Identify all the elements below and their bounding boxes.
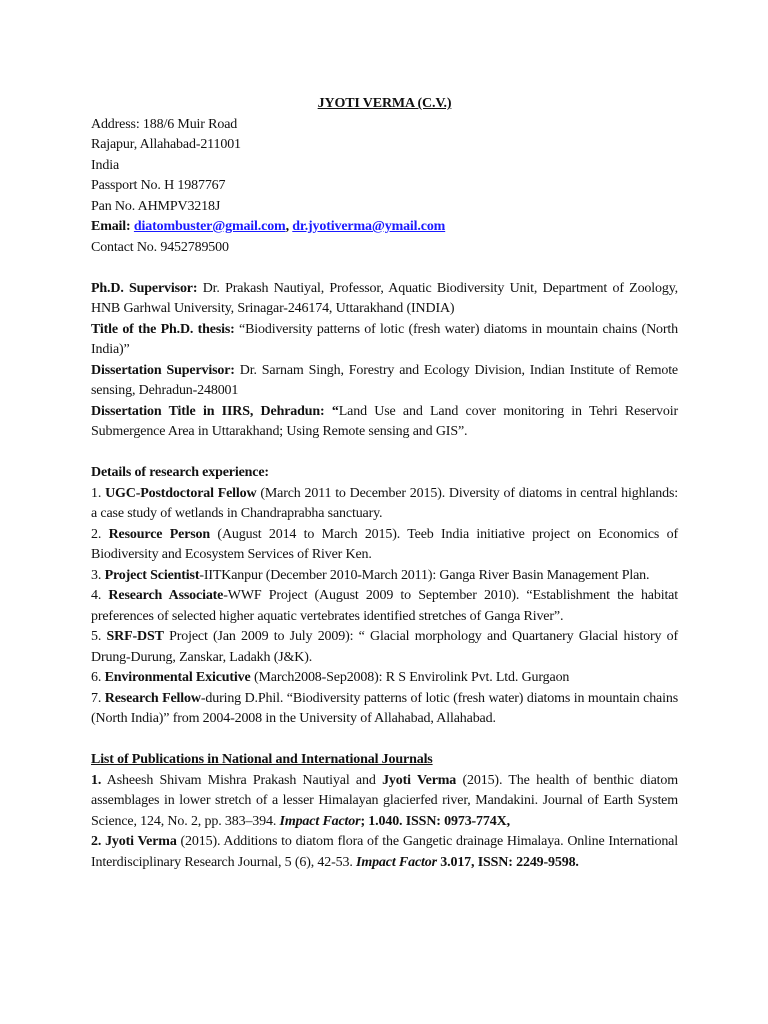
publication-author-highlight: Jyoti Verma — [101, 834, 177, 849]
item-number: 4. — [91, 588, 109, 603]
item-text: (August 2014 to March 2015). Teeb India initiative project on Economics of Biodiversity and Ecosystem Services of River Ken. — [91, 526, 678, 562]
address-line-3: India — [91, 157, 120, 173]
item-label: Environmental Exicutive — [104, 670, 251, 685]
item-number: 1. — [91, 485, 106, 501]
item-label: Project Scientist — [104, 567, 200, 583]
research-heading: Details of research experience: — [91, 465, 269, 480]
phd-thesis-label: Title of the Ph.D. thesis: — [91, 321, 235, 337]
impact-factor-value: ; 1.040. ISSN: 0973-774X, — [360, 813, 510, 829]
pan-number: Pan No. AHMPV3218J — [91, 198, 221, 214]
item-number: 6. — [91, 670, 105, 685]
publication-authors: Asheesh Shivam Mishra Prakash Nautiyal and — [101, 772, 383, 788]
impact-factor-value: 3.017, ISSN: 2249-9598. — [436, 854, 579, 870]
item-number: 3. — [91, 567, 105, 583]
list-item — [91, 668, 678, 689]
item-label: Research Fellow — [104, 690, 201, 706]
phd-supervisor-label: Ph.D. Supervisor: — [91, 280, 198, 296]
publications-heading: List of Publications in National and International Journals — [91, 752, 433, 767]
impact-factor-label: Impact Factor — [279, 813, 361, 829]
dissertation-supervisor — [91, 361, 678, 402]
list-item — [91, 586, 678, 627]
email-separator: , — [285, 219, 289, 234]
publication-number: 1. — [91, 772, 102, 788]
dissertation-supervisor-text: Dr. Sarnam Singh, Forestry and Ecology Division, Indian Institute of Remote sensing, Dehradun-248001 — [91, 362, 679, 398]
item-number: 7. — [91, 690, 105, 706]
document-title: JYOTI VERMA (C.V.) — [317, 96, 452, 111]
contact-number: Contact No. 9452789500 — [91, 239, 229, 255]
phd-supervisor — [91, 279, 678, 320]
address-line-1: Address: 188/6 Muir Road — [91, 116, 238, 132]
item-text: (March2008-Sep2008): R S Envirolink Pvt. Ltd. Gurgaon — [250, 670, 570, 685]
publication-item-1 — [91, 771, 678, 833]
item-label: Resource Person — [108, 526, 211, 542]
passport-number: Passport No. H 1987767 — [91, 178, 226, 193]
item-number: 5. — [91, 629, 107, 644]
item-text: -WWF Project (August 2009 to September 2010). “Establishment the habitat preferences of selected higher aquatic vertebrates identified stretches of Ganga River”. — [91, 588, 678, 624]
item-text: -during D.Phil. “Biodiversity patterns of lotic (fresh water) diatoms in mountain chains (North India)” from 2004-2008 in the University of Allahabad, Allahabad. — [91, 690, 678, 726]
cv-content — [91, 94, 678, 873]
publication-text: (2015). Additions to diatom flora of the Gangetic drainage Himalaya. Online International Interdisciplinary Research Journal, 5 (6), 42-53. — [91, 834, 678, 870]
dissertation-title-label: Dissertation Title in IIRS, Dehradun: “ — [91, 403, 339, 419]
dissertation-title-text: Land Use and Land cover monitoring in Tehri Reservoir Submergence Area in Uttarakhand; Using Remote sensing and GIS”. — [91, 403, 678, 439]
publication-author-highlight: Jyoti Verma — [382, 772, 457, 788]
impact-factor-label: Impact Factor — [356, 854, 437, 870]
publication-text: (2015). The health of benthic diatom assemblages in lower stretch of a lesser Himalayan glacierfed river, Mandakini. Journal of Earth System Science, 124, No. 2, pp. 383–394. — [91, 772, 678, 829]
list-item — [91, 484, 678, 525]
item-text: Project (Jan 2009 to July 2009): “ Glacial morphology and Quartanery Glacial history of Drung-Durung, Zanskar, Ladakh (J&K). — [91, 629, 678, 665]
list-item — [91, 525, 678, 566]
address-line-2: Rajapur, Allahabad-211001 — [91, 137, 241, 152]
phd-thesis-text: “Biodiversity patterns of lotic (fresh water) diatoms in mountain chains (North India)” — [91, 321, 678, 357]
item-label: UGC-Postdoctoral Fellow — [105, 485, 257, 501]
publication-number: 2. — [91, 834, 102, 849]
list-item — [91, 689, 678, 730]
email-link-2[interactable]: dr.jyotiverma@ymail.com — [292, 219, 446, 234]
phd-supervisor-text: Dr. Prakash Nautiyal, Professor, Aquatic Biodiversity Unit, Department of Zoology, HNB Garhwal University, Srinagar-246174, Uttarakhand (INDIA) — [91, 280, 678, 316]
item-label: SRF-DST — [106, 629, 164, 644]
item-text: (March 2011 to December 2015). Diversity of diatoms in central highlands: a case study of wetlands in Chandraprabha sanctuary. — [91, 485, 678, 521]
item-text: -IITKanpur (December 2010-March 2011): Ganga River Basin Management Plan. — [199, 567, 650, 583]
item-label: Research Associate — [108, 588, 224, 603]
dissertation-title — [91, 402, 678, 443]
phd-thesis-title — [91, 320, 678, 361]
list-item — [91, 627, 678, 668]
email-line — [91, 217, 678, 238]
email-label: Email: — [91, 219, 131, 234]
email-link-1[interactable]: diatombuster@gmail.com — [133, 219, 286, 234]
item-number: 2. — [91, 526, 109, 542]
list-item — [91, 566, 678, 587]
publication-item-2 — [91, 832, 678, 873]
dissertation-supervisor-label: Dissertation Supervisor: — [91, 362, 235, 378]
